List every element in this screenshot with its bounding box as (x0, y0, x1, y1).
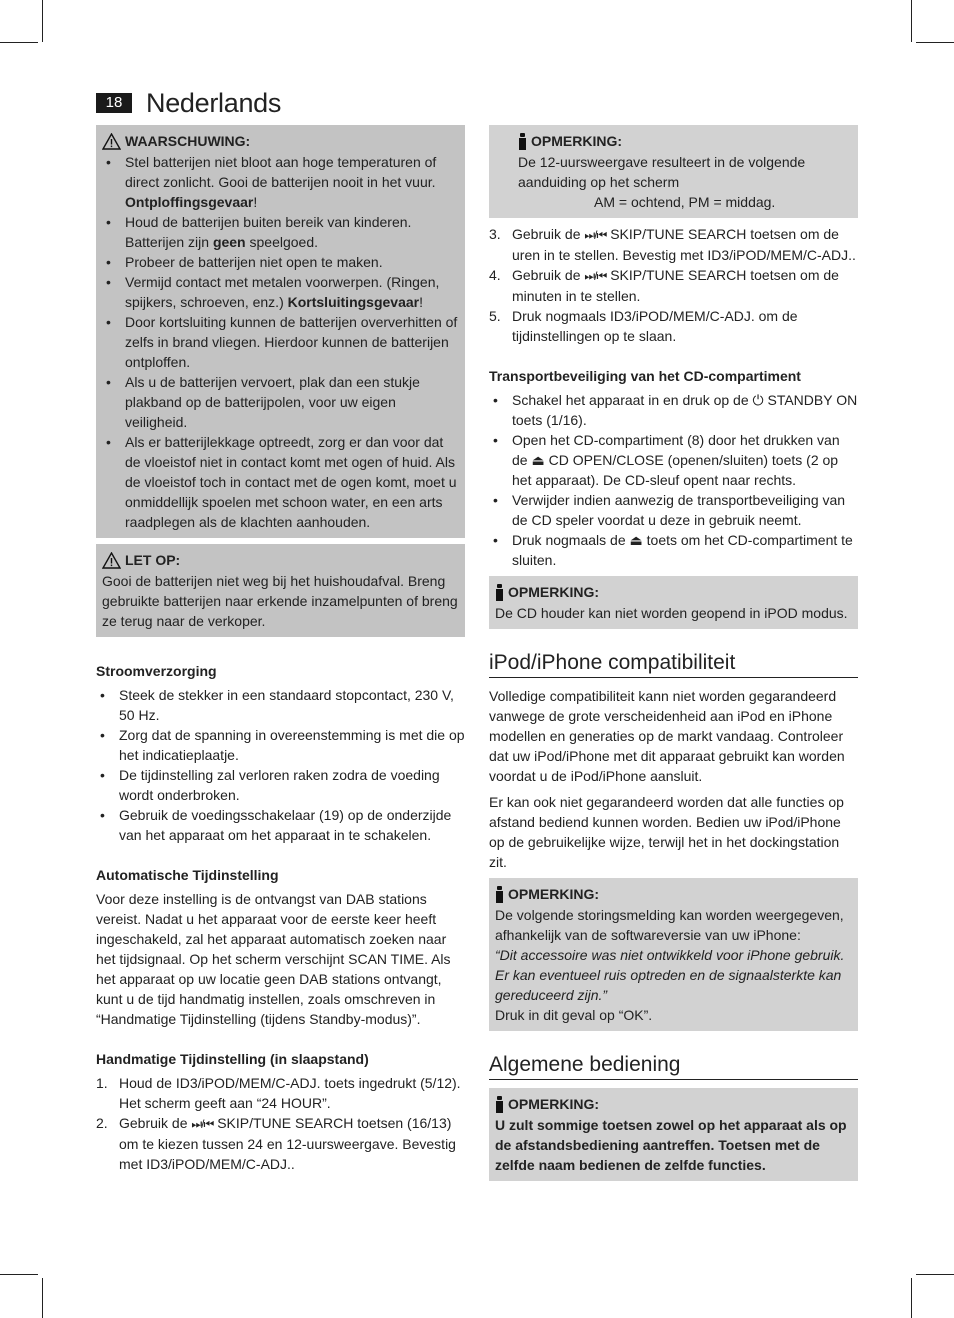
transport-list (489, 390, 858, 570)
list-item: • Zorg dat de spanning in overeenstemming is met die op het indicatieplaatje. (96, 725, 465, 765)
warning-icon (102, 133, 121, 150)
manual-time-steps (96, 1073, 465, 1174)
list-item: • Vermijd contact met metalen voorwerpen. (Ringen, spijkers, schroeven, enz.) Kortsluitingsgevaar! (102, 272, 459, 312)
note-title: OPMERKING: (508, 1096, 599, 1112)
eject-icon: ⏏ (531, 452, 545, 468)
general-heading: Algemene bediening (489, 1055, 858, 1080)
note-box (489, 1088, 858, 1181)
list-item: • Als u de batterijen vervoert, plak dan een stukje plakband op de batterijpolen, voor uw eigen veiligheid. (102, 372, 459, 432)
list-item: • Houd de batterijen buiten bereik van kinderen. Batterijen zijn geen speelgoed. (102, 212, 459, 252)
transport-heading: Transportbeveiliging van het CD-compartiment (489, 368, 801, 384)
page-header (96, 86, 281, 120)
list-item: • Als er batterijlekkage optreedt, zorg er dan voor dat de vloeistof niet in contact komt met ogen of huid. Als de vloeistof toch in contact met de ogen komt, moet u onmiddellijk spoelen met schoon water, en een arts raadplegen als de klachten aanhouden. (102, 432, 459, 532)
note-text: De 12-uursweergave resulteert in de volgende aanduiding op het scherm (518, 154, 806, 190)
note-title: OPMERKING: (508, 584, 599, 600)
power-icon: ⏻ (752, 392, 764, 408)
right-column (489, 125, 858, 1181)
list-item: • Steek de stekker in een standaard stopcontact, 230 V, 50 Hz. (96, 685, 465, 725)
note-text: Druk in dit geval op “OK”. (495, 1007, 653, 1023)
note-box (489, 576, 858, 629)
skip-tune-icon: ⏭/⏮ (584, 269, 607, 283)
skip-tune-icon: ⏭/⏮ (584, 228, 607, 242)
list-item: 4. Gebruik de ⏭/⏮ SKIP/TUNE SEARCH toetsen om de minuten in te stellen. (489, 267, 839, 304)
note-title: OPMERKING: (508, 886, 599, 902)
crop-mark (911, 0, 912, 42)
crop-mark (916, 1274, 954, 1275)
crop-mark (916, 42, 954, 43)
list-item: • Schakel het apparaat in en druk op de ⏻ STANDBY ON toets (1/16). (489, 390, 858, 430)
manual-time-heading: Handmatige Tijdinstelling (in slaapstand) (96, 1051, 369, 1067)
page-title: Nederlands (146, 88, 282, 118)
caution-box (96, 544, 465, 637)
info-icon (495, 584, 504, 601)
warning-box (96, 125, 465, 538)
list-item: 1. Houd de ID3/iPOD/MEM/C-ADJ. toets ingedrukt (5/12). Het scherm geeft aan “24 HOUR”. (96, 1075, 461, 1111)
note-box (489, 878, 858, 1031)
list-item: • Stel batterijen niet bloot aan hoge temperaturen of direct zonlicht. Gooi de batterijen nooit in het vuur. Ontploffingsgevaar! (102, 152, 459, 212)
left-column (96, 125, 465, 1174)
note-quote: “Dit accessoire was niet ontwikkeld voor iPhone gebruik. Er kan eventueel ruis optreden en de signaalsterkte kan gereduceerd zijn.” (495, 947, 845, 1003)
list-item: • Druk nogmaals de ⏏ toets om het CD-compartiment te sluiten. (489, 530, 858, 570)
crop-mark (42, 0, 43, 42)
list-item: 3. Gebruik de ⏭/⏮ SKIP/TUNE SEARCH toetsen om de uren in te stellen. Bevestig met ID3/iPOD/MEM/C-ADJ.. (489, 226, 856, 263)
note-text: De volgende storingsmelding kan worden weergegeven, afhankelijk van de softwareversie van uw iPhone: (495, 907, 844, 943)
list-item: 5. Druk nogmaals ID3/iPOD/MEM/C-ADJ. om de tijdinstellingen op te slaan. (489, 308, 798, 344)
list-item: • Probeer de batterijen niet open te maken. (102, 252, 459, 272)
compat-paragraph: Volledige compatibiliteit kann niet worden gegarandeerd vanwege de grote verscheidenheid aan iPod en iPhone modellen en generaties op de markt vandaag. Controleer dat uw iPod/iPhone met dit apparaat gebruikt kan worden voordat u de iPod/iPhone aansluit. (489, 688, 845, 784)
eject-icon: ⏏ (629, 532, 643, 548)
list-item: • Verwijder indien aanwezig de transportbeveiliging van de CD speler voordat u deze in gebruik neemt. (489, 490, 858, 530)
note-text: De CD houder kan niet worden geopend in iPOD modus. (495, 605, 848, 621)
compat-paragraph: Er kan ook niet gegarandeerd worden dat alle functies op afstand bediend kunnen worden. Bedien uw iPod/iPhone op de gebruikelijke wijze, terwijl het in het dockingstation zit. (489, 794, 844, 870)
auto-time-heading: Automatische Tijdinstelling (96, 867, 279, 883)
list-item: • De tijdinstelling zal verloren raken zodra de voeding wordt onderbroken. (96, 765, 465, 805)
list-item: • Open het CD-compartiment (8) door het drukken van de ⏏ CD OPEN/CLOSE (openen/sluiten) toets (2 op het apparaat). De CD-sleuf opent naar rechts. (489, 430, 858, 490)
power-list (96, 685, 465, 845)
note-box (489, 125, 858, 218)
time-steps (489, 224, 858, 346)
list-item: • Door kortsluiting kunnen de batterijen oververhitten of zelfs in brand vliegen. Hierdoor kunnen de batterijen ontploffen. (102, 312, 459, 372)
note-title: OPMERKING: (531, 133, 622, 149)
info-icon (518, 133, 527, 150)
power-heading: Stroomverzorging (96, 663, 217, 679)
compat-heading: iPod/iPhone compatibiliteit (489, 653, 858, 678)
caution-text: Gooi de batterijen niet weg bij het huishoudafval. Breng gebruikte batterijen naar erkende inzamelpunten of breng ze terug naar de verkoper. (102, 573, 458, 629)
warning-title: WAARSCHUWING: (125, 133, 251, 149)
crop-mark (0, 1274, 38, 1275)
caution-title: LET OP: (125, 552, 181, 568)
crop-mark (0, 42, 38, 43)
crop-mark (911, 1278, 912, 1318)
auto-time-text: Voor deze instelling is de ontvangst van DAB stations vereist. Nadat u het apparaat voor de eerste keer heeft ingeschakeld, zal het apparaat automatisch zoeken naar het tijdsignaal. Op het scherm verschijnt SCAN TIME. Als het apparaat op uw locatie geen DAB stations ontvangt, kunt u de tijd handmatig instellen, zoals omschreven in “Handmatige Tijdinstelling (tijdens Standby-modus)”. (96, 891, 451, 1027)
page-number: 18 (96, 93, 132, 113)
warning-list (102, 152, 459, 532)
info-icon (495, 886, 504, 903)
warning-icon (102, 552, 121, 569)
note-text: U zult sommige toetsen zowel op het apparaat als op de afstandsbediening aantreffen. Toetsen met de zelfde naam bedienen de zelfde functies. (495, 1117, 847, 1173)
info-icon (495, 1096, 504, 1113)
skip-tune-icon: ⏭/⏮ (191, 1117, 214, 1131)
list-item: • Gebruik de voedingsschakelaar (19) op de onderzijde van het apparaat om het apparaat in te schakelen. (96, 805, 465, 845)
crop-mark (42, 1278, 43, 1318)
list-item: 2. Gebruik de ⏭/⏮ SKIP/TUNE SEARCH toetsen (16/13) om te kiezen tussen 24 en 12-uursweergave. Bevestig met ID3/iPOD/MEM/C-ADJ.. (96, 1115, 456, 1172)
note-line: AM = ochtend, PM = middag. (594, 194, 776, 210)
